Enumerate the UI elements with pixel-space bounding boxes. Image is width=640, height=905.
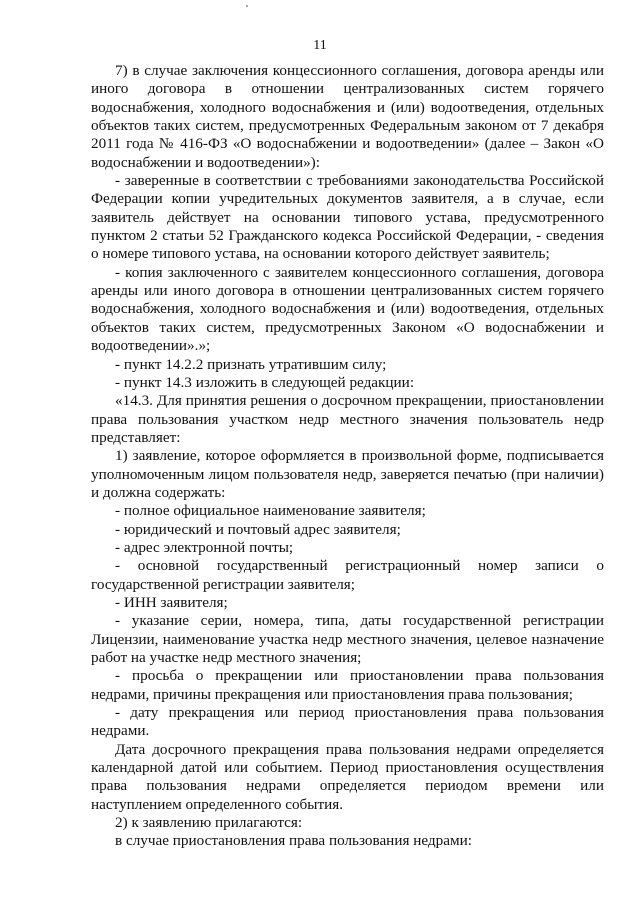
- list-item: - адрес электронной почты;: [115, 538, 294, 556]
- scan-speck: [246, 5, 248, 7]
- list-item: - просьба о прекращении или приостановлении права пользования недрами, причины прекращения или приостановления права пользования;: [91, 667, 604, 703]
- paragraph-application: 1) заявление, которое оформляется в произвольной форме, подписывается уполномоченным лицом пользователя недр, заверяется печатью (при наличии) и должна содержать:: [91, 447, 604, 501]
- paragraph-14-3-intro: - пункт 14.3 изложить в следующей редакции:: [115, 373, 415, 391]
- list-item: - полное официальное наименование заявителя;: [115, 502, 426, 520]
- list-item: - основной государственный регистрационный номер записи о государственной регистрации заявителя;: [91, 557, 604, 593]
- paragraph-termination-date: Дата досрочного прекращения права пользования недрами определяется календарной датой или событием. Период приостановления осуществления права пользования недрами определяется периодом времени или наступлением определенного события.: [91, 740, 604, 813]
- list-item: - юридический и почтовый адрес заявителя;: [115, 520, 401, 538]
- paragraph-certified-copies: - заверенные в соответствии с требованиями законодательства Российской Федерации копии учредительных документов заявителя, а в случае, если заявитель действует на основании типового устава, предусмотренного пунктом 2 статьи 52 Гражданского кодекса Российской Федерации, - сведения о номере типового устава, на основании которого действует заявитель;: [91, 172, 604, 263]
- paragraph-suspension-case: в случае приостановления права пользования недрами:: [115, 832, 472, 850]
- list-item: - дату прекращения или период приостановления права пользования недрами.: [91, 704, 604, 740]
- paragraph-attachments: 2) к заявлению прилагаются:: [115, 814, 303, 832]
- paragraph-14-2-2: - пункт 14.2.2 признать утратившим силу;: [115, 355, 387, 373]
- paragraph-14-3: «14.3. Для принятия решения о досрочном прекращении, приостановлении права пользования участком недр местного значения пользователь недр представляет:: [91, 392, 604, 446]
- document-body: [91, 62, 604, 851]
- paragraph-item-7: 7) в случае заключения концессионного соглашения, договора аренды или иного договора в отношении централизованных систем горячего водоснабжения, холодного водоснабжения и (или) водоотведения, отдельных объектов таких систем, предусмотренных Федеральным законом от 7 декабря 2011 года № 416-ФЗ «О водоснабжении и водоотведении» (далее – Закон «О водоснабжении и водоотведении»):: [91, 62, 604, 171]
- paragraph-concession-copy: - копия заключенного с заявителем концессионного соглашения, договора аренды или иного договора в отношении централизованных систем горячего водоснабжения, холодного водоснабжения и (или) водоотведения, отдельных объектов таких систем, предусмотренных Законом «О водоснабжении и водоотведении».»;: [91, 263, 604, 355]
- list-item: - указание серии, номера, типа, даты государственной регистрации Лицензии, наименование участка недр местного значения, целевое назначение работ на участке недр местного значения;: [91, 612, 604, 666]
- page-number: 11: [313, 38, 327, 53]
- list-item: - ИНН заявителя;: [115, 593, 228, 611]
